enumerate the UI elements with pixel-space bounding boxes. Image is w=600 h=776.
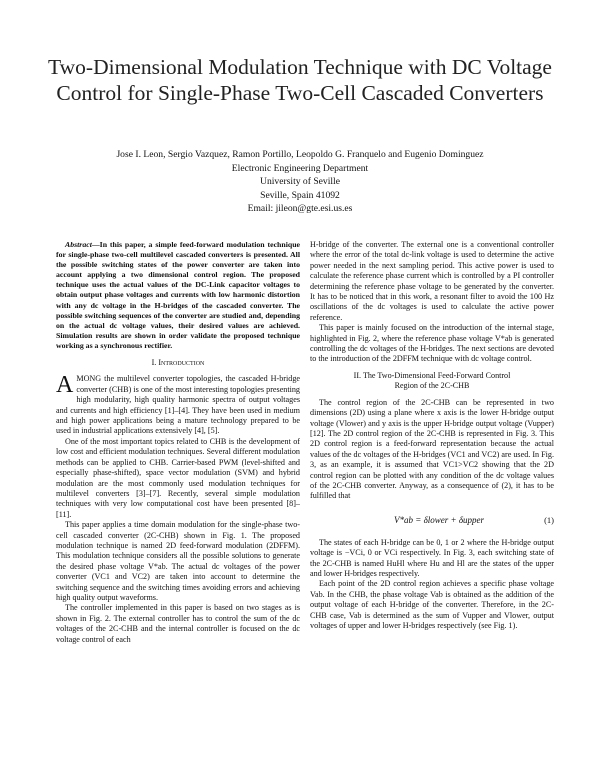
section-2-title-line-1 [310, 371, 554, 381]
author-names: Jose I. Leon, Sergio Vazquez, Ramon Portillo, Leopoldo G. Franquelo and Eugenio Dominguez [116, 149, 484, 160]
right-column [310, 240, 554, 631]
equation-expression: V*ab = δlower + δupper [394, 514, 485, 525]
abstract-text: —In this paper, a simple feed-forward modulation technique for single-phase two-cell multilevel cascaded converters is presented. All the possible switching states of the power converter are taken into account applying a two dimensional control region. The proposed technique uses the actual values of the DC-Link capacitor voltages to obtain output phase voltages and currents with low harmonic distortion with any dc voltage in the H-bridges of the cascaded converter. The possible switching sequences of the converter are studied and, depending on the actual dc voltage values, their desired values are achieved. Simulation results are shown in order validate the proposed technique working as a synchronous rectifier. [56, 240, 300, 350]
section-heading-2d-control [310, 371, 554, 392]
right-paragraph-1: H-bridge of the converter. The external one is a conventional controller where the error of the total dc-link voltage is used to determine the active power needed in the next sampling period. This active power is used to calculate the reference phase current which is controlled by a PI controller determining the reference phase voltage to be generated by the converter. It has to be noticed that in this work, a resonant filter to avoid the 100 Hz oscillations of the dc voltages is used to calculate the active power reference. [310, 240, 554, 322]
affiliation-university: University of Seville [260, 176, 340, 188]
affiliation-city: Seville, Spain 41092 [260, 189, 340, 201]
author-block [40, 148, 560, 216]
intro-paragraph-2: One of the most important topics related to CHB is the development of low cost and efficient modulation techniques. Several different modulation methods can be applied to CHB. Carrier-based PWM (level-shifted and especially phase-shifted), space vector modulation (SVM) and hybrid modulation are the most commonly used modulation techniques for multilevel converters [3]–[7]. Recently, several simple modulation techniques with very low computational cost have been presented [8]–[11]. [56, 436, 300, 519]
left-column [56, 240, 300, 645]
section-2-title-line-2: Region of the 2C-CHB [394, 381, 470, 391]
intro-paragraph-4: The controller implemented in this paper is based on two stages as is shown in Fig. 2. The external controller has to control the sum of the dc voltages of the 2C-CHB and the internal controller is focused on the dc voltage control of each [56, 603, 300, 644]
affiliation-department: Electronic Engineering Department [231, 162, 369, 174]
right-paragraph-2: This paper is mainly focused on the introduction of the internal stage, highlighted in Fig. 2, where the reference phase voltage V*ab is generated controlling the dc voltages of the H-bridges. The next sections are devoted to the introduction of the 2DFFM technique with dc voltage control. [310, 323, 554, 364]
section-number: II. [353, 370, 363, 380]
intro-paragraph-1-text: MONG the multilevel converter topologies, the cascaded H-bridge converter (CHB) is one of the most interesting topologies presenting high modularity, high quality harmonic spectra of output voltages and currents and high efficiency [1]–[4]. They have been used in medium and high power applications being a mature technology prepared to be used in industrial applications extensively [4], [5]. [56, 374, 300, 436]
section-title: The Two-Dimensional Feed-Forward Control [362, 370, 511, 380]
sec2-paragraph-1: The control region of the 2C-CHB can be represented in two dimensions (2D) using a plane where x axis is the lower H-bridge output voltage (Vlower) and y axis is the upper H-bridge output voltage (Vupper) [12]. The 2D control region of the 2C-CHB is represented in Fig. 3. This 2D control region is a feed-forward representation because the actual values of the dc voltages of the H-bridges (VC1 and VC2) are used. In Fig. 3, as an example, it is assumed that VC1>VC2 showing that the 2D control region can be plotted with any condition of the dc voltage values of the 2C-CHB converter. Anyway, as a consequence of (2), it has to be fulfilled that [310, 397, 554, 501]
section-title: Introduction [158, 358, 205, 368]
abstract-label: Abstract [65, 240, 92, 249]
sec2-paragraph-3: Each point of the 2D control region achieves a specific phase voltage Vab. In the CHB, the phase voltage Vab is obtained as the addition of the output voltage of each H-bridge of the converter. Therefore, in the 2C-CHB case, Vab is determined as the sum of Vupper and Vlower, output voltages of upper and lower H-bridges respectively (see Fig. 1). [310, 579, 554, 630]
section-number: I. [151, 358, 159, 368]
sec2-paragraph-2: The states of each H-bridge can be 0, 1 or 2 where the H-bridge output voltage is −VCi, 0 or VCi respectively. In Fig. 3, each switching state of the 2C-CHB is named HuHl where Hu and Hl are the states of the upper and lower H-bridges respectively. [310, 537, 554, 578]
drop-cap: A [56, 372, 74, 399]
paper-title: Two-Dimensional Modulation Technique with DC Voltage Control for Single-Phase Two-Cell Cascaded Converters [48, 55, 552, 105]
intro-paragraph-1 [56, 374, 300, 436]
equation-number: (1) [544, 514, 554, 525]
abstract [56, 240, 300, 351]
author-email: Email: jileon@gte.esi.us.es [247, 203, 353, 215]
equation-1 [310, 510, 554, 532]
section-heading-introduction [56, 358, 300, 368]
intro-paragraph-3: This paper applies a time domain modulation for the single-phase two-cell cascaded converter (2C-CHB) shown in Fig. 1. The proposed modulation technique is named 2D feed-forward modulation (2DFFM). This modulation technique considers all the possible solutions to generate the desired phase voltage V*ab. The actual dc voltages of the power converter (VC1 and VC2) are taken into account to determine the switching sequence and the switching times avoiding errors and achieving high quality output waveforms. [56, 520, 300, 602]
